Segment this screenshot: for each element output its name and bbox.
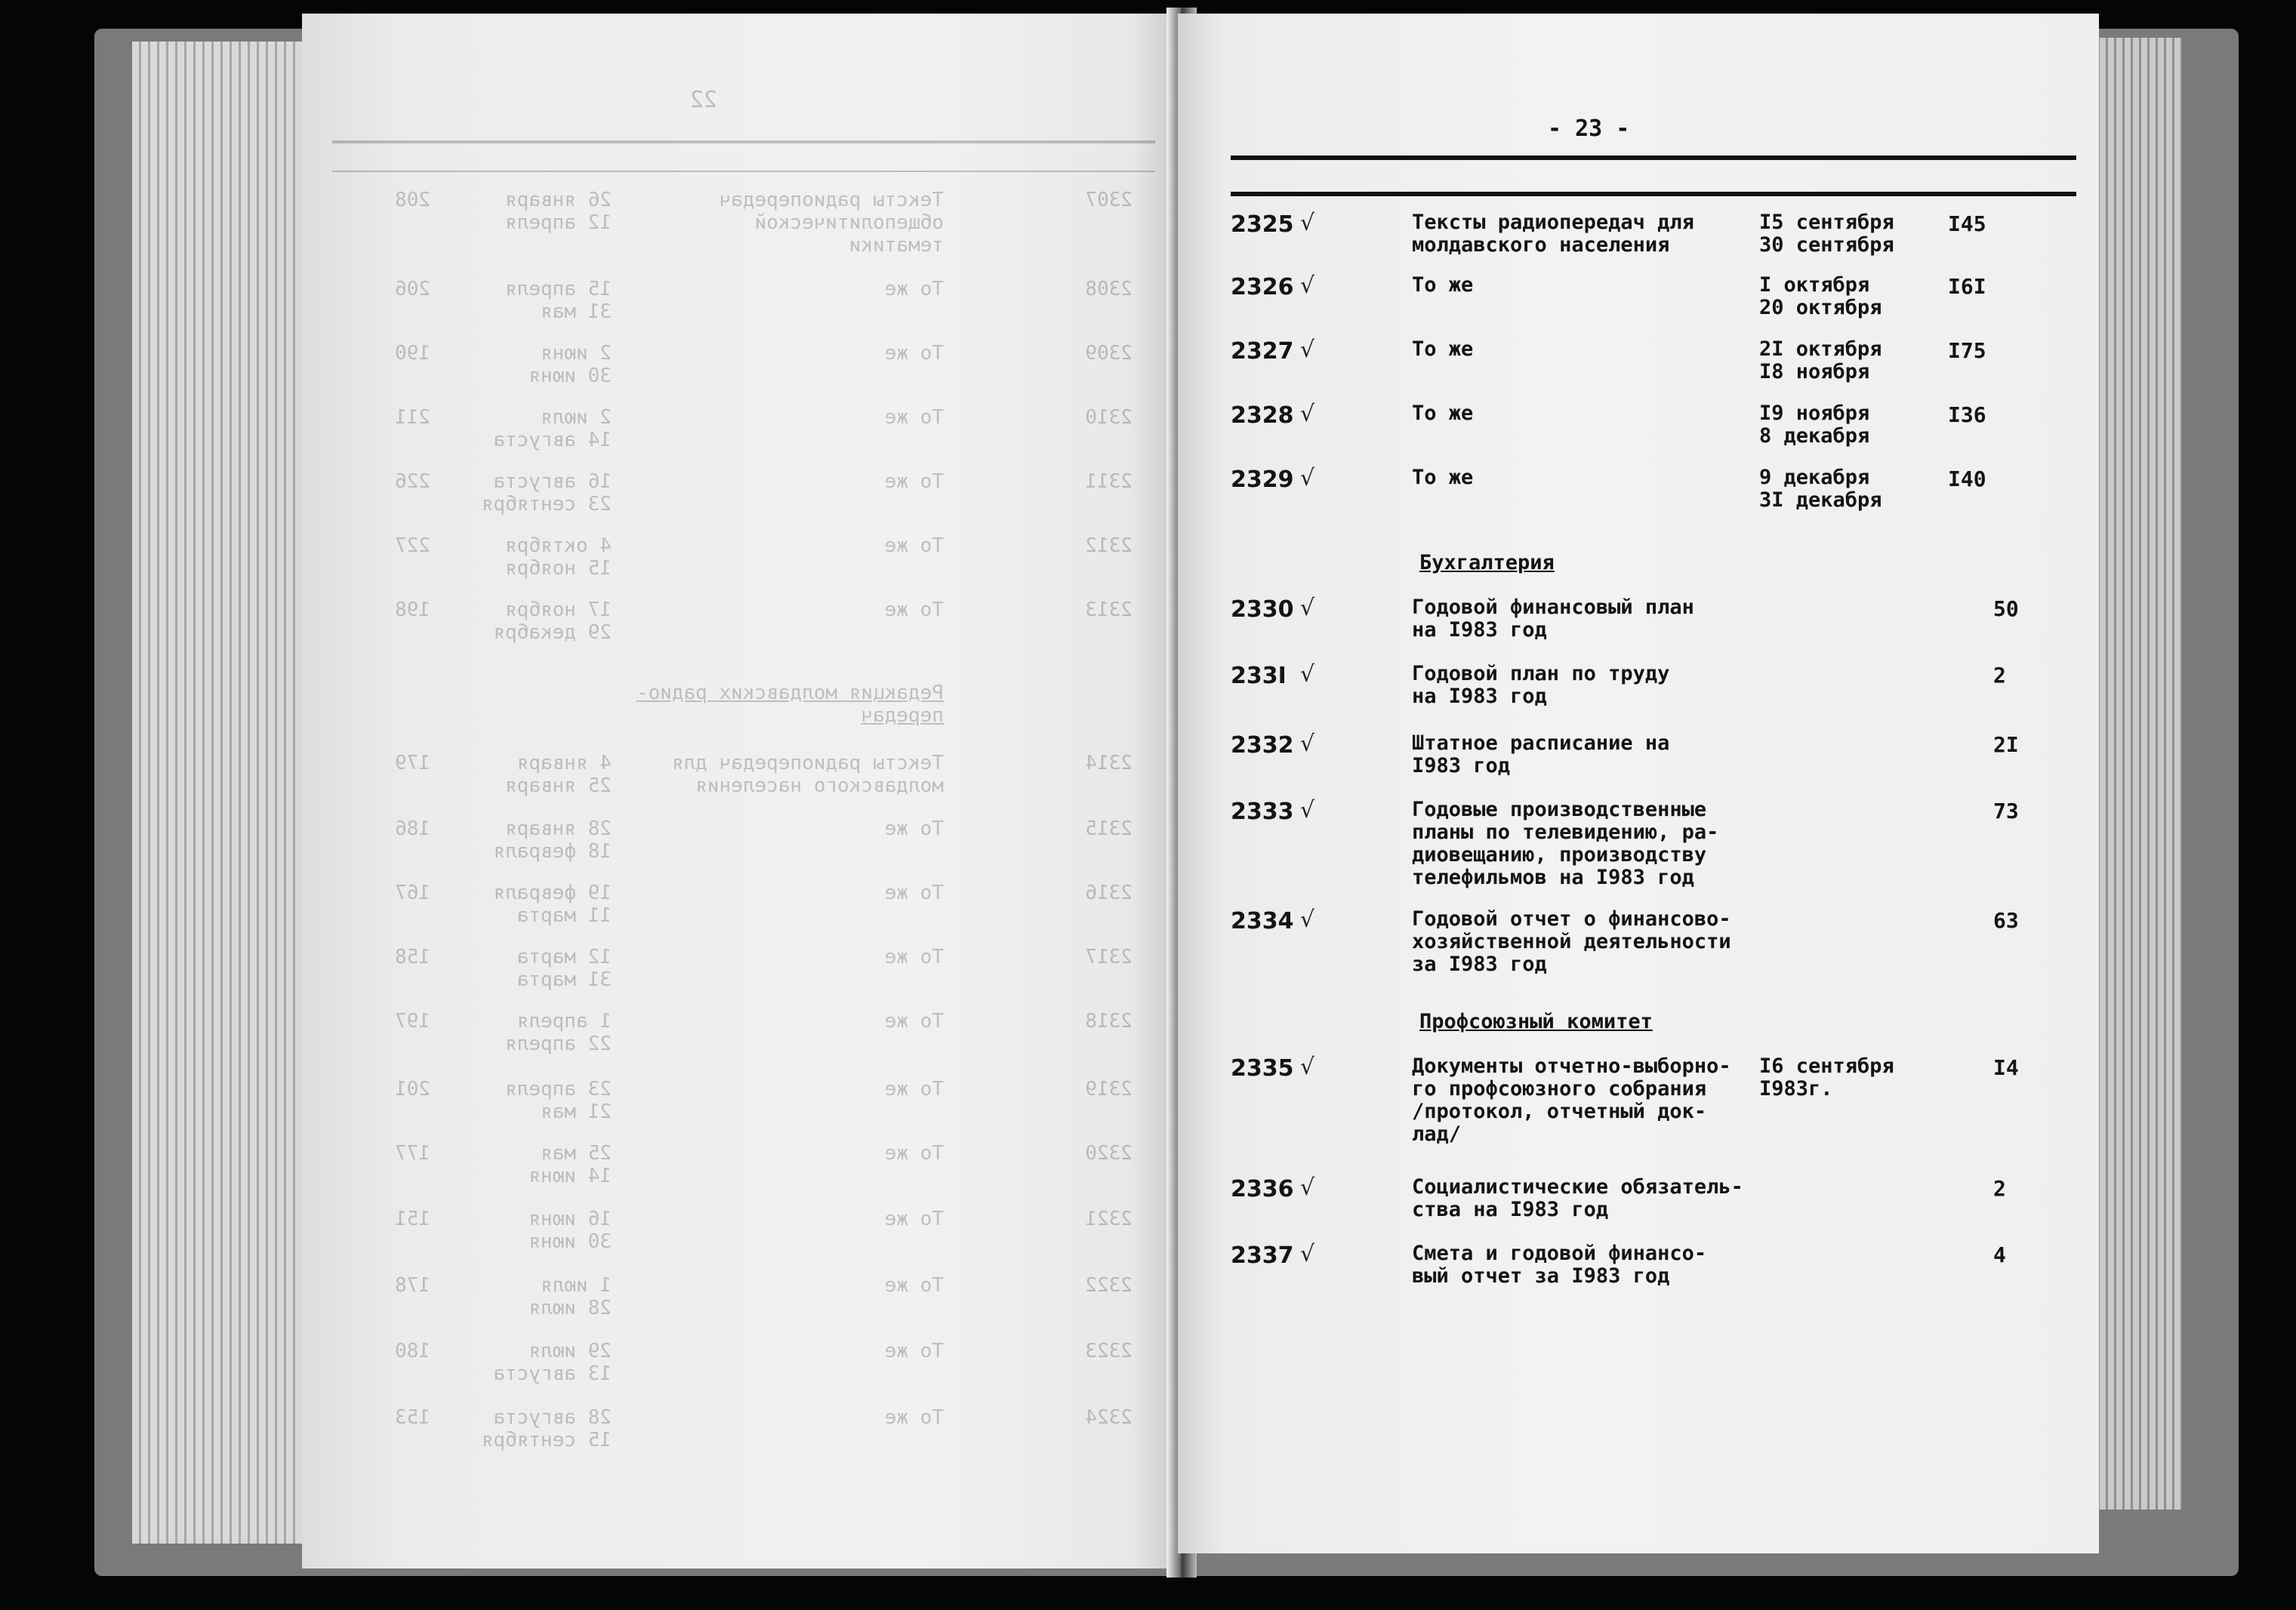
check-mark: √ [1300, 272, 1315, 299]
bleed-record-number: 2317 [1085, 946, 1133, 968]
bleed-title-line: общеполитической [754, 211, 944, 234]
record-title-line: вый отчет за I983 год [1412, 1264, 1670, 1288]
bleed-record-dates [529, 1208, 612, 1253]
record-title-line: телефильмов на I983 год [1412, 866, 1694, 889]
record-number: 2327 [1231, 338, 1294, 365]
bleed-record-number: 2322 [1085, 1274, 1133, 1297]
record-title-line: I983 год [1412, 754, 1511, 777]
left-page-mirrored-text [302, 14, 1185, 1568]
bleed-date-line: 21 мая [541, 1101, 612, 1123]
bleed-date-line: 2 июля [541, 406, 612, 429]
check-mark: √ [1300, 337, 1315, 363]
bleed-title-line: То же [884, 406, 944, 429]
record-date-line: I8 ноября [1759, 360, 1870, 383]
bleed-title-line: То же [884, 1142, 944, 1165]
bleed-date-line: 30 июня [529, 365, 612, 387]
bleed-section-heading [636, 682, 944, 727]
bleed-title-line: То же [884, 1406, 944, 1429]
record-number: 2333 [1231, 799, 1294, 825]
record-title [1412, 663, 1669, 708]
bleed-record-dates [493, 406, 612, 451]
bleed-date-line: 18 февраля [493, 840, 612, 863]
bleed-record-number: 2313 [1085, 599, 1133, 621]
bleed-record-title [885, 599, 944, 621]
bleed-title-line: Тексты радиопередач для [671, 752, 944, 774]
right-header-rule [1231, 192, 2076, 196]
bleed-record-title [885, 1406, 944, 1429]
record-sheet-count: 73 [1993, 799, 2019, 823]
bleed-record-dates [517, 946, 612, 991]
record-title [1412, 799, 1718, 889]
record-title [1412, 596, 1694, 642]
record-number: 2335 [1231, 1055, 1294, 1082]
bleed-record-dates [482, 1406, 612, 1451]
bleed-date-line: 31 мая [541, 300, 612, 323]
check-mark: √ [1300, 1054, 1315, 1080]
record-title-line: То же [1412, 466, 1474, 489]
record-title [1412, 338, 1473, 361]
bleed-record-dates [529, 1274, 612, 1319]
bleed-date-line: 19 февраля [493, 882, 612, 904]
check-mark: √ [1300, 1241, 1315, 1267]
bleed-title-line: То же [884, 1274, 944, 1297]
bleed-sheet-count: 153 [395, 1406, 430, 1429]
bleed-title-line: То же [884, 534, 944, 557]
bleed-sheet-count: 186 [395, 817, 430, 840]
record-dates [1759, 466, 1882, 512]
check-mark: √ [1300, 661, 1315, 688]
record-sheet-count: I6I [1948, 274, 1986, 299]
bleed-date-line: 12 апреля [505, 211, 612, 234]
record-title-line: То же [1412, 337, 1474, 361]
bleed-date-line: 4 октября [505, 534, 612, 557]
bleed-record-dates [529, 1142, 612, 1187]
section-heading-trade-union: Профсоюзный комитет [1419, 1010, 1653, 1033]
bleed-record-number: 2315 [1085, 817, 1133, 840]
left-top-rule [332, 140, 1155, 143]
record-title [1412, 211, 1694, 257]
bleed-record-title [672, 752, 944, 797]
bleed-sheet-count: 178 [395, 1274, 430, 1297]
bleed-title-line: То же [884, 470, 944, 493]
bleed-sheet-count: 201 [395, 1078, 430, 1101]
record-title-line: Штатное расписание на [1412, 731, 1670, 755]
bleed-record-title [885, 470, 944, 493]
record-number: 233I [1231, 663, 1287, 689]
record-title-line: лад/ [1412, 1122, 1462, 1146]
bleed-date-line: 16 июня [529, 1208, 612, 1230]
record-title-line: Годовой план по труду [1412, 662, 1670, 685]
record-date-line: I9 ноября [1759, 402, 1870, 425]
check-mark: √ [1300, 210, 1315, 236]
record-number: 2337 [1231, 1242, 1294, 1269]
bleed-sheet-count: 158 [395, 946, 430, 968]
bleed-date-line: 4 января [516, 752, 612, 774]
bleed-date-line: 12 марта [516, 946, 612, 968]
bleed-record-title [885, 1340, 944, 1362]
bleed-record-number: 2309 [1085, 342, 1133, 365]
bleed-record-dates [493, 599, 612, 644]
left-page-number: 22 [689, 87, 717, 113]
record-title [1412, 732, 1669, 777]
left-top-rule-thin [332, 171, 1155, 172]
bleed-sheet-count: 226 [395, 470, 430, 493]
bleed-record-number: 2307 [1085, 189, 1133, 211]
right-page [1178, 14, 2099, 1553]
left-page [302, 14, 1185, 1568]
record-dates [1759, 1055, 1894, 1101]
bleed-record-number: 2314 [1085, 752, 1133, 774]
bleed-date-line: 28 июля [529, 1297, 612, 1319]
bleed-date-line: 29 декабря [493, 621, 612, 644]
bleed-record-title [885, 1010, 944, 1033]
record-sheet-count: I75 [1948, 338, 1986, 363]
bleed-date-line: 1 июля [541, 1274, 612, 1297]
record-title-line: Годовой отчет о финансово- [1412, 907, 1731, 931]
record-number: 2332 [1231, 732, 1294, 759]
record-number: 2326 [1231, 274, 1294, 300]
record-sheet-count: 4 [1993, 1242, 2006, 1267]
bleed-date-line: 14 июня [529, 1165, 612, 1187]
record-number: 2334 [1231, 908, 1294, 934]
bleed-title-line: То же [884, 817, 944, 840]
record-title-line: Годовой финансовый план [1412, 596, 1694, 619]
bleed-record-dates [482, 470, 612, 516]
bleed-sheet-count: 211 [395, 406, 430, 429]
bleed-date-line: 1 апреля [516, 1010, 612, 1033]
bleed-title-line: То же [884, 1340, 944, 1362]
record-sheet-count: 2 [1993, 663, 2006, 688]
bleed-date-line: 31 марта [516, 968, 612, 991]
bleed-title-line: молдавского населения [695, 774, 944, 797]
bleed-section-line: передач [861, 704, 944, 727]
bleed-sheet-count: 197 [395, 1010, 430, 1033]
section-heading-accounting: Бухгалтерия [1419, 551, 1555, 574]
record-title-line: на I983 год [1412, 618, 1547, 642]
bleed-record-title [885, 278, 944, 300]
record-title-line: го профсоюзного собрания [1412, 1077, 1707, 1101]
bleed-title-line: То же [884, 278, 944, 300]
bleed-date-line: 25 мая [541, 1142, 612, 1165]
bleed-record-dates [493, 817, 612, 863]
record-dates [1759, 338, 1882, 383]
record-sheet-count: 50 [1993, 596, 2019, 621]
record-date-line: 3I декабря [1759, 488, 1882, 512]
record-title-line: планы по телевидению, ра- [1412, 820, 1719, 844]
record-date-line: 20 октября [1759, 296, 1882, 319]
bleed-record-dates [505, 1078, 612, 1123]
right-page-number: - 23 - [1548, 115, 1630, 142]
check-mark: √ [1300, 731, 1315, 757]
bleed-record-title [885, 1078, 944, 1101]
bleed-sheet-count: 151 [395, 1208, 430, 1230]
record-date-line: 8 декабря [1759, 424, 1870, 448]
bleed-title-line: То же [884, 1208, 944, 1230]
check-mark: √ [1300, 1174, 1315, 1201]
bleed-date-line: 23 сентября [481, 493, 612, 516]
record-number: 2330 [1231, 596, 1294, 623]
record-title [1412, 274, 1473, 297]
bleed-record-number: 2308 [1085, 278, 1133, 300]
record-title-line: диовещанию, производству [1412, 843, 1707, 867]
bleed-title-line: То же [884, 599, 944, 621]
bleed-title-line: тематики [849, 234, 944, 257]
bleed-record-title [885, 406, 944, 429]
bleed-section-line: Редакция молдавских радио- [636, 682, 944, 704]
record-title-line: хозяйственной деятельности [1412, 930, 1731, 953]
record-title-line: на I983 год [1412, 685, 1547, 708]
record-date-line: I983г. [1759, 1077, 1833, 1101]
bleed-date-line: 26 января [505, 189, 612, 211]
bleed-date-line: 14 августа [493, 429, 612, 451]
bleed-record-number: 2324 [1085, 1406, 1133, 1429]
record-sheet-count: 63 [1993, 908, 2019, 933]
bleed-date-line: 15 апреля [505, 278, 612, 300]
bleed-record-number: 2311 [1085, 470, 1133, 493]
bleed-sheet-count: 190 [395, 342, 430, 365]
record-title-line: Тексты радиопередач для [1412, 211, 1694, 234]
record-sheet-count: 2 [1993, 1176, 2006, 1201]
bleed-record-title [885, 342, 944, 365]
bleed-sheet-count: 179 [395, 752, 430, 774]
bleed-record-title [885, 534, 944, 557]
bleed-record-title [885, 946, 944, 968]
bleed-record-dates [493, 1340, 612, 1385]
record-dates [1759, 402, 1869, 448]
record-sheet-count: I45 [1948, 211, 1986, 236]
bleed-title-line: То же [884, 1078, 944, 1101]
record-title-line: за I983 год [1412, 953, 1547, 976]
record-dates [1759, 211, 1894, 257]
bleed-record-number: 2318 [1085, 1010, 1133, 1033]
record-date-line: I октября [1759, 273, 1870, 297]
bleed-record-dates [493, 882, 612, 927]
record-sheet-count: 2I [1993, 732, 2019, 757]
bleed-date-line: 25 января [505, 774, 612, 797]
record-date-line: 30 сентября [1759, 233, 1894, 257]
record-title-line: То же [1412, 273, 1474, 297]
bleed-record-number: 2323 [1085, 1340, 1133, 1362]
left-page-stack [132, 42, 321, 1544]
bleed-record-dates [505, 278, 612, 323]
record-date-line: I6 сентября [1759, 1054, 1894, 1078]
bleed-date-line: 22 апреля [505, 1033, 612, 1055]
bleed-record-title [885, 1142, 944, 1165]
record-title-line: молдавского населения [1412, 233, 1670, 257]
record-title-line: Годовые производственные [1412, 798, 1707, 821]
bleed-date-line: 13 августа [493, 1362, 612, 1385]
record-title-line: То же [1412, 402, 1474, 425]
record-number: 2328 [1231, 402, 1294, 429]
bleed-date-line: 15 сентября [481, 1429, 612, 1451]
bleed-title-line: То же [884, 946, 944, 968]
bleed-date-line: 16 августа [493, 470, 612, 493]
bleed-record-number: 2310 [1085, 406, 1133, 429]
record-number: 2325 [1231, 211, 1294, 238]
bleed-date-line: 15 ноября [505, 557, 612, 580]
record-number: 2336 [1231, 1176, 1294, 1202]
right-top-rule [1231, 155, 2076, 160]
check-mark: √ [1300, 401, 1315, 427]
record-sheet-count: I40 [1948, 466, 1986, 491]
record-title [1412, 1055, 1731, 1146]
bleed-title-line: То же [884, 882, 944, 904]
record-sheet-count: I36 [1948, 402, 1986, 427]
check-mark: √ [1300, 797, 1315, 823]
bleed-record-number: 2316 [1085, 882, 1133, 904]
bleed-record-number: 2321 [1085, 1208, 1133, 1230]
bleed-sheet-count: 208 [395, 189, 430, 211]
record-title [1412, 402, 1473, 425]
bleed-date-line: 23 апреля [505, 1078, 612, 1101]
bleed-sheet-count: 167 [395, 882, 430, 904]
bleed-date-line: 17 ноября [505, 599, 612, 621]
bleed-date-line: 28 января [505, 817, 612, 840]
record-title-line: Социалистические обязатель- [1412, 1175, 1743, 1199]
bleed-record-dates [529, 342, 612, 387]
bleed-date-line: 28 августа [493, 1406, 612, 1429]
check-mark: √ [1300, 907, 1315, 933]
bleed-title-line: То же [884, 1010, 944, 1033]
record-title-line: Документы отчетно-выборно- [1412, 1054, 1731, 1078]
record-title-line: Смета и годовой финансо- [1412, 1242, 1707, 1265]
record-title [1412, 908, 1731, 976]
bleed-date-line: 11 марта [516, 904, 612, 927]
record-title [1412, 1242, 1706, 1288]
bleed-title-line: Тексты радиопередач [719, 189, 944, 211]
record-number: 2329 [1231, 466, 1294, 493]
record-date-line: 2I октября [1759, 337, 1882, 361]
right-page-stack [2091, 38, 2182, 1510]
bleed-record-number: 2319 [1085, 1078, 1133, 1101]
bleed-record-dates [505, 189, 612, 234]
bleed-record-dates [505, 1010, 612, 1055]
bleed-sheet-count: 177 [395, 1142, 430, 1165]
bleed-date-line: 30 июня [529, 1230, 612, 1253]
bleed-record-title [885, 882, 944, 904]
bleed-record-title [720, 189, 944, 257]
bleed-sheet-count: 198 [395, 599, 430, 621]
bleed-title-line: То же [884, 342, 944, 365]
check-mark: √ [1300, 595, 1315, 621]
record-date-line: 9 декабря [1759, 466, 1870, 489]
bleed-sheet-count: 206 [395, 278, 430, 300]
bleed-sheet-count: 180 [395, 1340, 430, 1362]
bleed-record-number: 2320 [1085, 1142, 1133, 1165]
bleed-record-dates [505, 752, 612, 797]
record-date-line: I5 сентября [1759, 211, 1894, 234]
bleed-record-title [885, 1208, 944, 1230]
bleed-record-title [885, 1274, 944, 1297]
check-mark: √ [1300, 465, 1315, 491]
bleed-record-title [885, 817, 944, 840]
bleed-date-line: 29 июля [529, 1340, 612, 1362]
bleed-record-number: 2312 [1085, 534, 1133, 557]
bleed-date-line: 2 июня [541, 342, 612, 365]
record-sheet-count: I4 [1993, 1055, 2019, 1080]
bleed-sheet-count: 227 [395, 534, 430, 557]
record-dates [1759, 274, 1882, 319]
record-title [1412, 1176, 1743, 1221]
record-title-line: /протокол, отчетный док- [1412, 1100, 1707, 1123]
record-title [1412, 466, 1473, 489]
bleed-record-dates [505, 534, 612, 580]
record-title-line: ства на I983 год [1412, 1198, 1609, 1221]
